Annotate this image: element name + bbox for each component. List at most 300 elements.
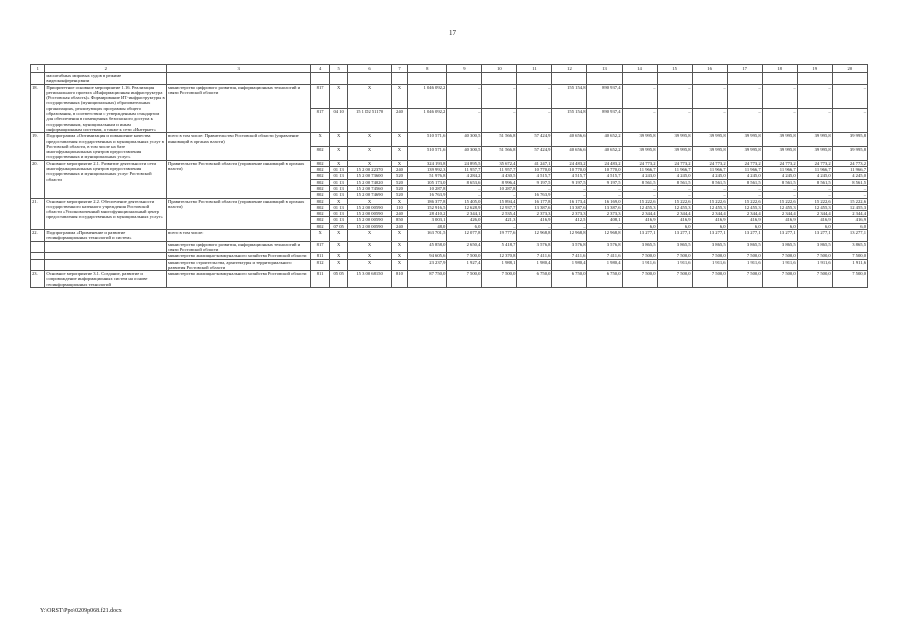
table-cell: 40 656,6: [552, 133, 587, 147]
table-cell: 1 980,4: [517, 259, 552, 271]
table-cell: 1 911,6: [832, 259, 867, 271]
table-cell: 13 277,1: [622, 230, 657, 242]
table-cell: 10 770,0: [517, 167, 552, 173]
table-cell: 817: [311, 108, 330, 132]
table-cell: X: [348, 241, 391, 253]
table-cell: 7 500,0: [762, 253, 797, 259]
table-cell: 16 763,9: [408, 192, 447, 198]
table-cell: 240: [391, 211, 407, 217]
table-cell: 7 411,6: [552, 253, 587, 259]
table-cell: 45 858,0: [408, 241, 447, 253]
table-cell: 3 865,5: [727, 241, 762, 253]
table-cell: 812: [311, 259, 330, 271]
table-cell: 13 387,6: [552, 204, 587, 210]
table-cell: 6,0: [447, 223, 482, 229]
table-cell: 39 995,8: [657, 133, 692, 147]
table-cell: 12 968,8: [517, 230, 552, 242]
table-cell: 1 911,6: [762, 259, 797, 271]
table-cell: 240: [391, 108, 407, 132]
table-cell: 39 995,8: [727, 147, 762, 161]
table-cell: 1 046 092,2: [408, 108, 447, 132]
table-cell: 110: [391, 204, 407, 210]
table-cell: 240: [391, 167, 407, 173]
table-cell: 15 1 D2 51170: [348, 108, 391, 132]
table-cell: [587, 73, 622, 85]
table-cell: 15 2 00 74690: [348, 192, 391, 198]
table-cell: 3 865,5: [622, 241, 657, 253]
activity-name: Подпрограмма «Применение и развитие геоинформационных технологий и систем»: [45, 230, 167, 242]
table-cell: 811: [311, 253, 330, 259]
table-cell: 408,1: [587, 217, 622, 223]
table-cell: 7 500,0: [832, 271, 867, 288]
table-cell: 12 455,3: [622, 204, 657, 210]
table-cell: 2 344,4: [762, 211, 797, 217]
table-cell: –: [622, 185, 657, 191]
table-cell: –: [832, 84, 867, 108]
table-cell: 10 287,8: [482, 185, 517, 191]
table-cell: [762, 73, 797, 85]
table-cell: 3 576,8: [517, 241, 552, 253]
table-cell: –: [762, 84, 797, 108]
column-header: 8: [408, 65, 447, 73]
table-cell: 10 770,0: [587, 167, 622, 173]
table-cell: 240: [391, 223, 407, 229]
table-cell: 1 911,6: [727, 259, 762, 271]
table-cell: 7 500,0: [797, 253, 832, 259]
table-cell: [482, 73, 517, 85]
table-cell: 412,5: [552, 217, 587, 223]
table-cell: 1 988,1: [482, 259, 517, 271]
table-cell: 1 911,6: [657, 259, 692, 271]
table-cell: 28 410,2: [408, 211, 447, 217]
table-cell: 01 13: [329, 217, 348, 223]
table-row: [31, 271, 868, 288]
table-cell: 416,9: [832, 217, 867, 223]
table-cell: 51 566,8: [482, 133, 517, 147]
table-cell: 4 245,0: [832, 173, 867, 179]
table-cell: 11 966,7: [692, 167, 727, 173]
table-cell: 2 344,4: [622, 211, 657, 217]
table-cell: [391, 73, 407, 85]
executor: всего в том числе:: [167, 230, 311, 242]
table-cell: 9 197,5: [517, 179, 552, 185]
table-cell: –: [552, 185, 587, 191]
table-cell: 15 2 00 00590: [348, 211, 391, 217]
table-cell: 8 653,6: [447, 179, 482, 185]
column-header: 14: [622, 65, 657, 73]
table-cell: X: [311, 230, 330, 242]
table-cell: [832, 73, 867, 85]
table-cell: 1 046 092,2: [408, 84, 447, 108]
table-cell: 8 561,5: [797, 179, 832, 185]
table-cell: 39 995,8: [727, 133, 762, 147]
table-cell: –: [762, 192, 797, 198]
table-cell: –: [517, 223, 552, 229]
table-cell: 6,0: [692, 223, 727, 229]
activity-name: Подпрограмма «Оптимизация и повышение качества предоставления государственных и муниципальных услуг в Ростовской области, в том числе на базе многофункциональных центров предоставления государственных и муниципальных услуг»: [45, 133, 167, 160]
table-cell: 12 968,8: [552, 230, 587, 242]
table-cell: 510 571,6: [408, 133, 447, 147]
table-cell: 13 277,1: [727, 230, 762, 242]
row-number: 21.: [31, 198, 45, 229]
table-cell: –: [622, 108, 657, 132]
activity-name: [45, 241, 167, 253]
table-cell: 4 515,7: [517, 173, 552, 179]
table-cell: 7 500,0: [797, 271, 832, 288]
column-header: 18: [762, 65, 797, 73]
table-cell: 3 865,5: [762, 241, 797, 253]
table-cell: 15 2 00 22370: [348, 167, 391, 173]
table-cell: 15 3 00 68150: [348, 271, 391, 288]
table-cell: –: [832, 192, 867, 198]
table-header-row: [31, 65, 868, 73]
activity-name: [45, 259, 167, 271]
table-cell: 416,9: [762, 217, 797, 223]
table-cell: 15 405,0: [447, 198, 482, 204]
table-cell: 13 277,1: [657, 230, 692, 242]
table-cell: X: [329, 160, 348, 166]
budget-table: [30, 64, 868, 288]
table-cell: 39 995,8: [692, 147, 727, 161]
table-row: [31, 84, 868, 108]
table-cell: –: [622, 192, 657, 198]
table-cell: 520: [391, 185, 407, 191]
table-cell: –: [447, 192, 482, 198]
activity-name: Основное мероприятие 2.1. Развитие деятельности сети многофункциональных центров предоставления государственных и муниципальных услуг Ростовской области: [45, 160, 167, 198]
table-cell: –: [517, 108, 552, 132]
table-cell: 802: [311, 198, 330, 204]
table-cell: 4 245,0: [797, 173, 832, 179]
table-cell: 01 13: [329, 204, 348, 210]
table-cell: 155 154,8: [552, 108, 587, 132]
table-cell: 850: [391, 217, 407, 223]
table-cell: 3 576,8: [587, 241, 622, 253]
table-cell: –: [517, 185, 552, 191]
table-cell: 6,0: [762, 223, 797, 229]
table-cell: X: [391, 133, 407, 147]
table-cell: 16 763,9: [517, 192, 552, 198]
table-cell: 416,9: [797, 217, 832, 223]
activity-name: Основное мероприятие 2.2. Обеспечение деятельности государственного казенного учреждения Ростовской области «Уполномоченный многофункциональный центр предоставления государственных и муниципальных услуг»: [45, 198, 167, 229]
activity-name: Основное мероприятие 3.1. Создание, развитие и сопровождение информационных систем на основе геоинформационных технологий: [45, 271, 167, 288]
table-cell: 2 344,4: [832, 211, 867, 217]
table-cell: 4 245,0: [727, 173, 762, 179]
table-cell: 19 777,6: [482, 230, 517, 242]
executor: Правительство Ростовской области (управление инноваций в органах власти): [167, 198, 311, 229]
table-cell: 15 222,6: [657, 198, 692, 204]
table-cell: 24 773,2: [762, 160, 797, 166]
table-cell: 16 169,0: [587, 198, 622, 204]
table-cell: X: [391, 147, 407, 161]
table-cell: 12 628,9: [447, 204, 482, 210]
table-cell: 48,0: [408, 223, 447, 229]
table-cell: 6,0: [797, 223, 832, 229]
table-cell: 12 455,3: [797, 204, 832, 210]
table-cell: 2 535,4: [482, 211, 517, 217]
table-cell: X: [391, 230, 407, 242]
table-cell: X: [329, 84, 348, 108]
table-cell: X: [329, 259, 348, 271]
table-cell: 1 980,4: [552, 259, 587, 271]
page-number: 17: [449, 29, 456, 37]
table-cell: 416,9: [727, 217, 762, 223]
table-cell: 1 927,4: [447, 259, 482, 271]
table-cell: 8 996,4: [482, 179, 517, 185]
table-cell: –: [657, 192, 692, 198]
table-cell: 57 424,9: [517, 147, 552, 161]
table-cell: X: [348, 160, 391, 166]
table-cell: 9 197,5: [587, 179, 622, 185]
table-cell: 15 2 00 00590: [348, 204, 391, 210]
table-cell: 11 966,7: [762, 167, 797, 173]
table-cell: 2 373,3: [587, 211, 622, 217]
table-cell: 7 500,0: [657, 253, 692, 259]
table-cell: 7 411,6: [587, 253, 622, 259]
table-cell: –: [517, 84, 552, 108]
table-cell: 51 976,8: [408, 173, 447, 179]
column-header: 4: [311, 65, 330, 73]
table-cell: 12 455,3: [727, 204, 762, 210]
table-cell: 7 500,0: [482, 271, 517, 288]
table-cell: 4 515,7: [552, 173, 587, 179]
table-cell: 163 701,5: [408, 230, 447, 242]
table-cell: 6 750,0: [552, 271, 587, 288]
table-cell: 2 344,1: [447, 211, 482, 217]
table-cell: 7 500,0: [622, 271, 657, 288]
table-cell: 416,9: [692, 217, 727, 223]
table-cell: 39 995,8: [832, 133, 867, 147]
table-row: [31, 259, 868, 271]
table-cell: 105 173,0: [408, 179, 447, 185]
table-cell: 7 500,0: [762, 271, 797, 288]
table-cell: 01 13: [329, 167, 348, 173]
table-cell: 811: [311, 271, 330, 288]
table-cell: –: [727, 185, 762, 191]
table-cell: 802: [311, 217, 330, 223]
table-cell: –: [657, 84, 692, 108]
table-cell: 2 344,4: [727, 211, 762, 217]
table-cell: 8 561,5: [692, 179, 727, 185]
table-cell: 12 968,8: [587, 230, 622, 242]
table-cell: 817: [311, 241, 330, 253]
table-cell: 5 418,7: [482, 241, 517, 253]
table-cell: 24 895,5: [447, 160, 482, 166]
table-cell: 802: [311, 192, 330, 198]
table-cell: –: [587, 185, 622, 191]
table-cell: –: [692, 185, 727, 191]
table-cell: 15 894,4: [482, 198, 517, 204]
table-cell: –: [482, 84, 517, 108]
table-cell: [692, 73, 727, 85]
table-cell: 8 561,5: [622, 179, 657, 185]
table-cell: 57 424,9: [517, 133, 552, 147]
table-cell: 890 937,4: [587, 84, 622, 108]
table-cell: 802: [311, 167, 330, 173]
table-cell: 39 995,8: [692, 133, 727, 147]
table-cell: 12 455,3: [762, 204, 797, 210]
table-cell: –: [727, 108, 762, 132]
table-cell: –: [692, 84, 727, 108]
table-cell: [348, 73, 391, 85]
table-cell: 15 2 00 00590: [348, 223, 391, 229]
table-cell: 7 500,0: [657, 271, 692, 288]
table-cell: 24 483,2: [587, 160, 622, 166]
table-cell: 23 237,9: [408, 259, 447, 271]
table-cell: 6 750,0: [587, 271, 622, 288]
table-cell: 186 377,8: [408, 198, 447, 204]
table-cell: 15 2 00 74560: [348, 185, 391, 191]
table-cell: 13 277,1: [832, 230, 867, 242]
table-cell: –: [832, 185, 867, 191]
executor: министерство цифрового развития, информационных технологий и связи Ростовской области: [167, 241, 311, 253]
table-cell: 15 2 00 73600: [348, 173, 391, 179]
table-cell: 40 652,2: [587, 133, 622, 147]
column-header: 10: [482, 65, 517, 73]
table-cell: –: [657, 108, 692, 132]
table-cell: –: [762, 108, 797, 132]
table-cell: X: [348, 147, 391, 161]
table-cell: –: [482, 192, 517, 198]
table-row: [31, 241, 868, 253]
table-cell: 139 992,3: [408, 167, 447, 173]
table-cell: 7 500,0: [727, 253, 762, 259]
table-cell: 155 154,8: [552, 84, 587, 108]
table-cell: X: [329, 198, 348, 204]
table-cell: 4 245,0: [657, 173, 692, 179]
table-cell: 520: [391, 179, 407, 185]
table-cell: 39 995,8: [622, 147, 657, 161]
executor: министерство строительства, архитектуры и территориального развития Ростовской области: [167, 259, 311, 271]
table-cell: –: [587, 223, 622, 229]
table-cell: 520: [391, 173, 407, 179]
table-cell: –: [622, 84, 657, 108]
table-cell: 3 865,5: [832, 241, 867, 253]
table-cell: –: [692, 192, 727, 198]
table-cell: 3 865,5: [692, 241, 727, 253]
table-cell: 12 455,3: [657, 204, 692, 210]
table-cell: 8 561,5: [657, 179, 692, 185]
column-header: 20: [832, 65, 867, 73]
table-cell: [408, 73, 447, 85]
column-header: 1: [31, 65, 45, 73]
table-cell: 16 173,4: [552, 198, 587, 204]
table-cell: 3 576,8: [552, 241, 587, 253]
table-cell: 13 277,1: [692, 230, 727, 242]
table-cell: –: [552, 223, 587, 229]
executor: всего в том числе: Правительство Ростовской области (управление инноваций в органах власти): [167, 133, 311, 160]
table-cell: 802: [311, 211, 330, 217]
table-cell: 11 966,7: [727, 167, 762, 173]
table-cell: –: [587, 192, 622, 198]
table-cell: 416,9: [657, 217, 692, 223]
table-cell: 4 515,7: [587, 173, 622, 179]
table-cell: 4 245,0: [762, 173, 797, 179]
table-cell: –: [692, 108, 727, 132]
table-cell: 802: [311, 179, 330, 185]
column-header: 13: [587, 65, 622, 73]
column-header: 12: [552, 65, 587, 73]
column-header: 3: [167, 65, 311, 73]
table-cell: X: [329, 241, 348, 253]
table-cell: 2 650,4: [447, 241, 482, 253]
table-cell: X: [311, 133, 330, 147]
column-header: 19: [797, 65, 832, 73]
table-cell: 802: [311, 147, 330, 161]
column-header: 11: [517, 65, 552, 73]
executor: [167, 73, 311, 85]
table-cell: 7 500,0: [447, 271, 482, 288]
table-cell: X: [391, 259, 407, 271]
table-cell: 1 911,6: [622, 259, 657, 271]
column-header: 2: [45, 65, 167, 73]
table-cell: 10 287,8: [408, 185, 447, 191]
table-cell: 39 995,8: [657, 147, 692, 161]
table-cell: 4 284,2: [447, 173, 482, 179]
table-cell: 890 937,4: [587, 108, 622, 132]
table-cell: X: [391, 160, 407, 166]
table-cell: 2 344,4: [692, 211, 727, 217]
table-cell: [727, 73, 762, 85]
table-cell: 39 995,8: [762, 133, 797, 147]
table-cell: 12 455,3: [832, 204, 867, 210]
table-cell: X: [348, 259, 391, 271]
table-cell: 4 245,0: [692, 173, 727, 179]
table-cell: –: [797, 185, 832, 191]
column-header: 17: [727, 65, 762, 73]
table-cell: 39 995,8: [797, 147, 832, 161]
executor: министерство жилищно-коммунального хозяйства Ростовской области: [167, 253, 311, 259]
row-number: 19.: [31, 133, 45, 160]
table-cell: X: [329, 230, 348, 242]
table-cell: 01 13: [329, 179, 348, 185]
row-number: 18.: [31, 84, 45, 133]
table-row: [31, 73, 868, 85]
row-number: [31, 241, 45, 253]
activity-name: Приоритетное основное мероприятие 1.16. Реализация регионального проекта «Информационная инфраструктура (Ростовская область)» Формирование ИТ-инфраструктуры в государственных (муниципальных) образовательных организациях, реализующих программы общего образования, в соответствии с утвержденным стандартом для обеспечения в помещениях безопасного доступа к государственным, муниципальным и иным информационным системам, а также к сети «Интернет»: [46, 84, 165, 132]
table-cell: 05 05: [329, 271, 348, 288]
table-cell: 15 222,6: [832, 198, 867, 204]
table-row: [31, 230, 868, 242]
table-cell: 24 773,2: [622, 160, 657, 166]
table-cell: [517, 73, 552, 85]
table-cell: [622, 73, 657, 85]
table-cell: 2 373,3: [517, 211, 552, 217]
column-header: 15: [657, 65, 692, 73]
executor: министерство цифрового развития, информационных технологий и связи Ростовской области: [167, 84, 311, 133]
table-cell: 40 300,5: [447, 147, 482, 161]
table-cell: X: [348, 230, 391, 242]
table-cell: –: [797, 192, 832, 198]
table-cell: 416,9: [622, 217, 657, 223]
table-cell: 9 197,5: [552, 179, 587, 185]
table-cell: 7 500,0: [447, 253, 482, 259]
column-header: 5: [329, 65, 348, 73]
table-cell: 15 222,6: [622, 198, 657, 204]
activity-name: масштабных мировых судов в режиме видеоконференцсвязи: [45, 73, 167, 85]
table-cell: 1 911,6: [692, 259, 727, 271]
table-cell: 04 10: [329, 108, 348, 132]
table-cell: 802: [311, 223, 330, 229]
table-cell: 24 773,2: [832, 160, 867, 166]
table-cell: 6,0: [832, 223, 867, 229]
table-cell: –: [447, 108, 482, 132]
table-cell: 3 003,1: [408, 217, 447, 223]
table-cell: 11 957,7: [482, 167, 517, 173]
table-cell: –: [797, 108, 832, 132]
table-cell: 2 344,4: [797, 211, 832, 217]
table-cell: 24 483,2: [552, 160, 587, 166]
table-cell: 01 13: [329, 185, 348, 191]
